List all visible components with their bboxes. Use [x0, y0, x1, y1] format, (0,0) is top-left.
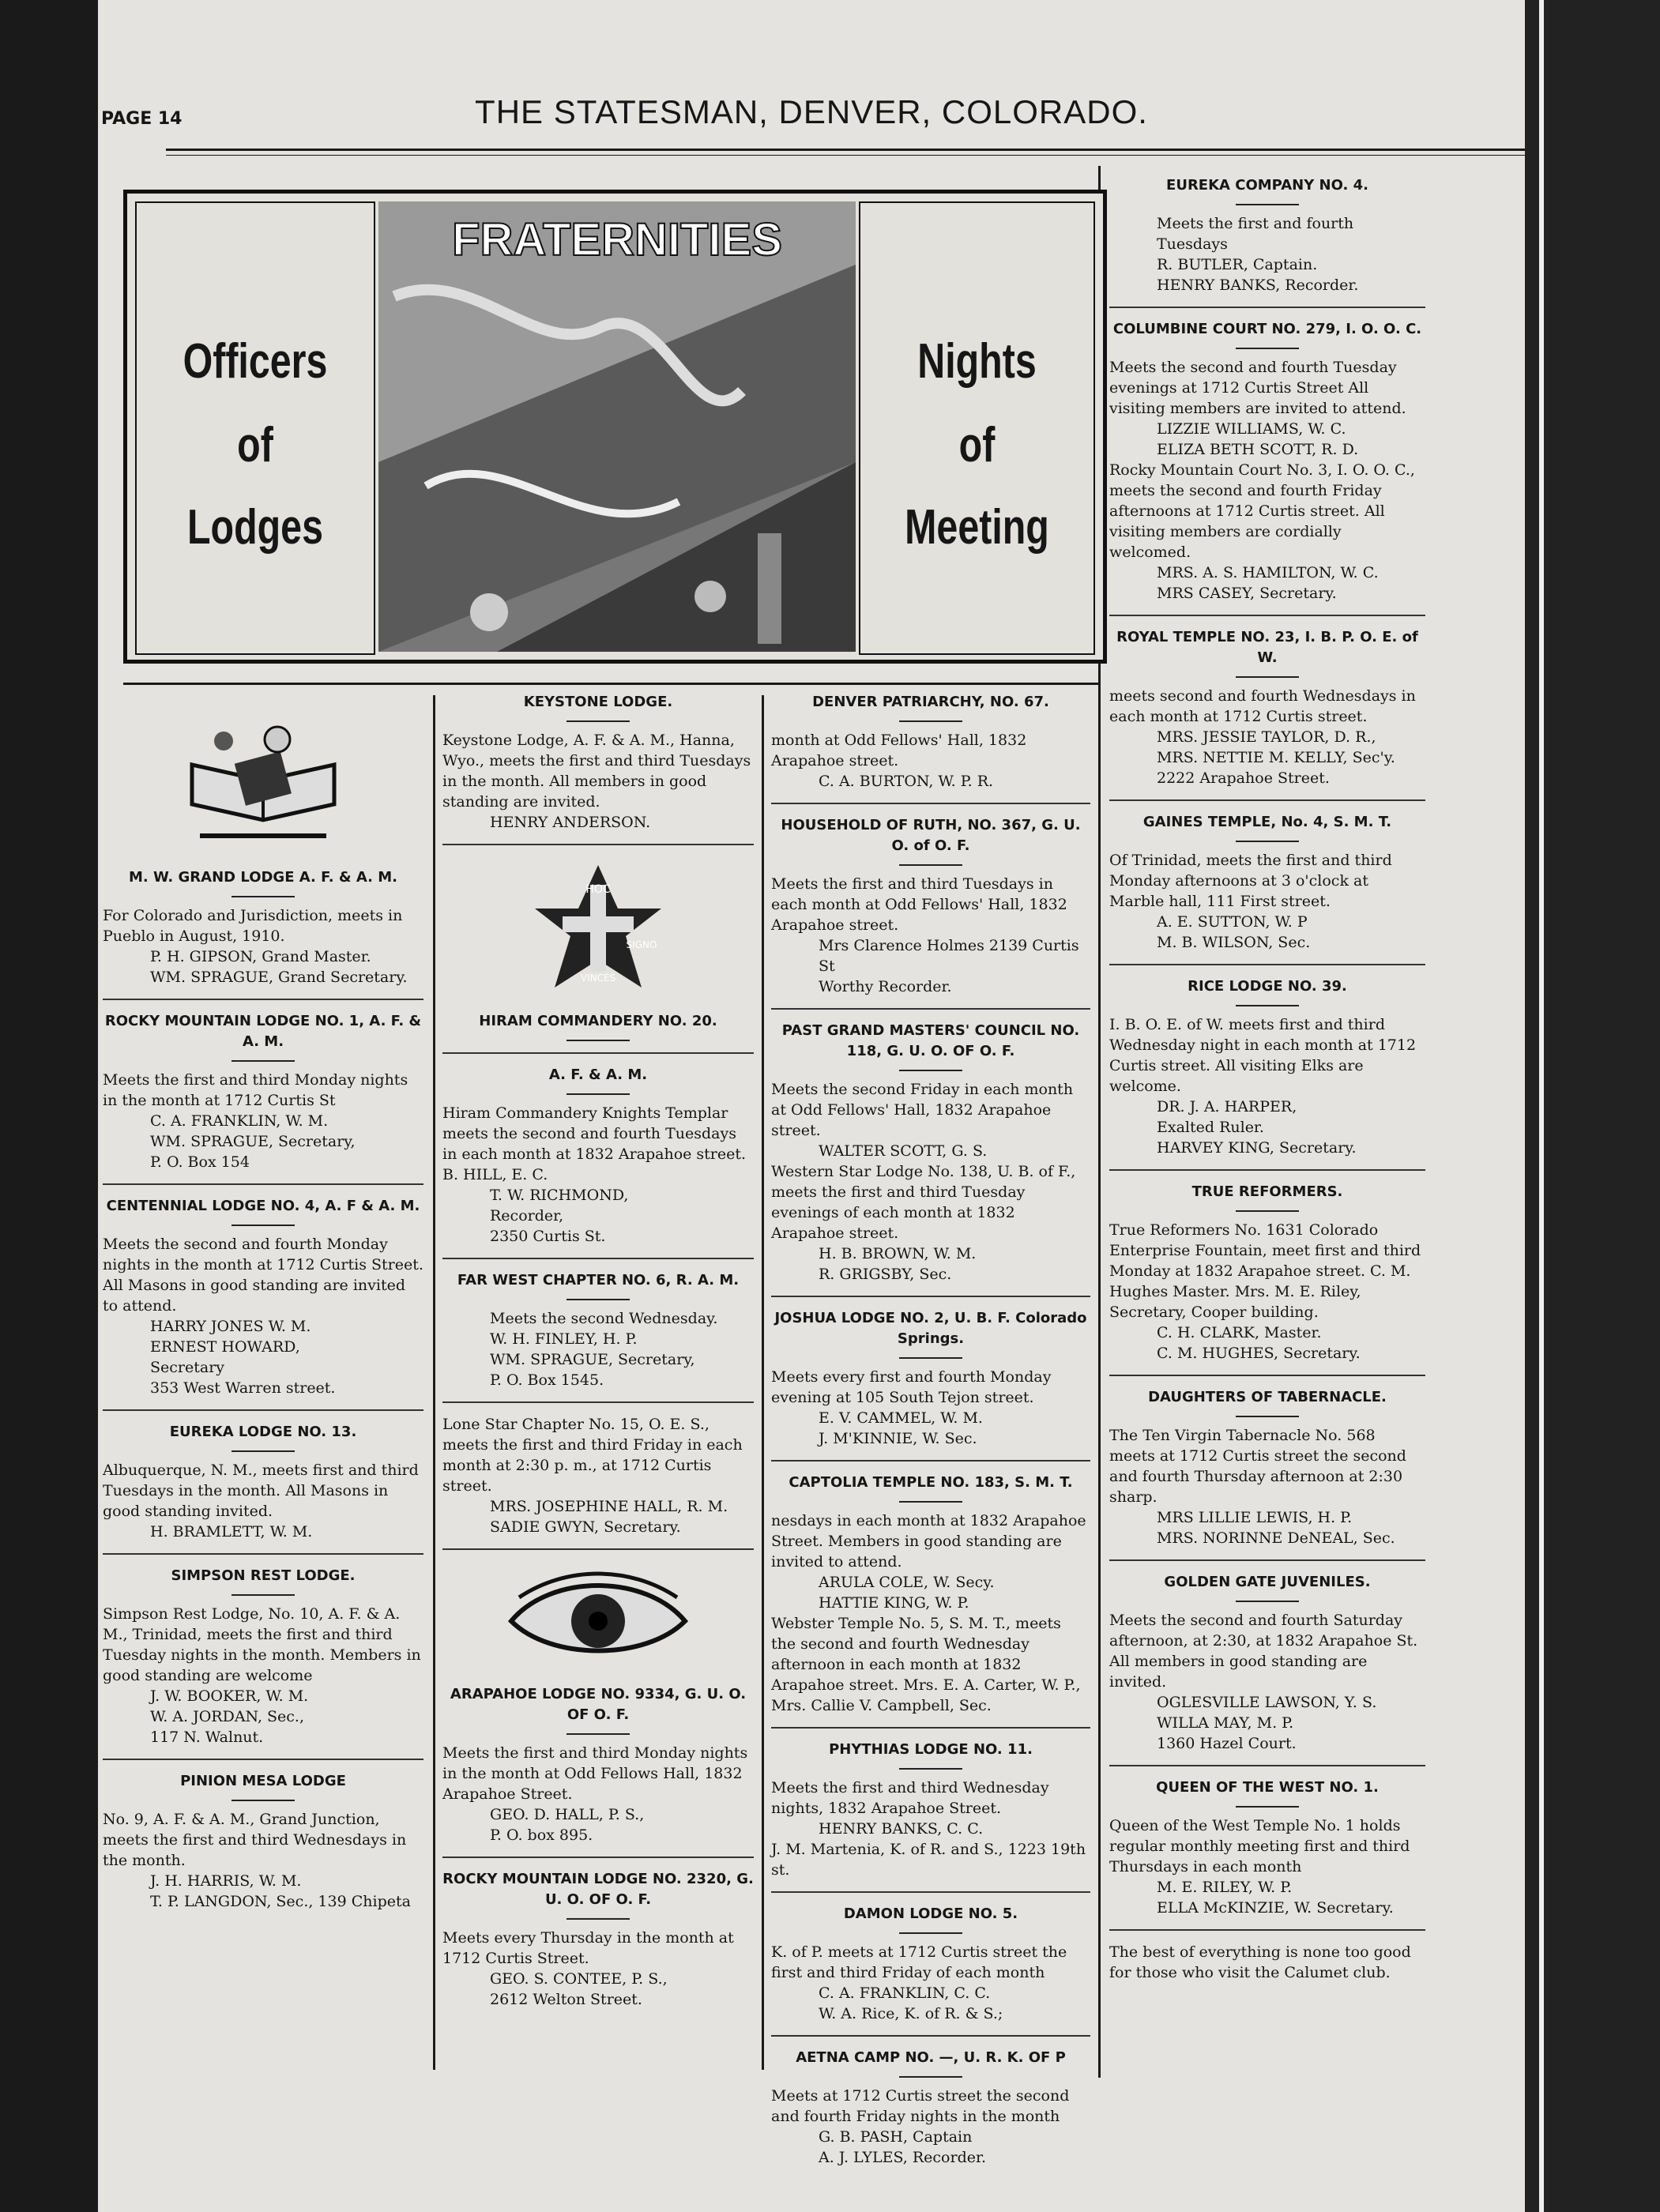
lodge-text-line: Meets the second Friday in each month at Odd Fellows' Hall, 1832 Arapahoe street. — [771, 1081, 1074, 1139]
heading-underline — [1236, 1806, 1299, 1808]
lodge-text-line: P. O. Box 1545. — [490, 1371, 604, 1389]
banner-left-panel — [135, 201, 375, 655]
section-separator — [103, 1553, 423, 1555]
lodge-text-line: T. W. RICHMOND, — [490, 1187, 629, 1204]
lodge-text-line: 117 N. Walnut. — [150, 1729, 264, 1746]
lodge-text-line: Meets the first and third Monday nights in the month at Odd Fellows Hall, 1832 Arapahoe Street. — [442, 1744, 748, 1803]
heading-underline — [899, 1070, 962, 1071]
heading-underline — [899, 720, 962, 722]
lodge-text-line: MRS CASEY, Secretary. — [1157, 585, 1337, 602]
section-separator — [103, 1183, 423, 1185]
lodge-text-line: 2350 Curtis St. — [490, 1228, 606, 1245]
lodge-text-line: J. M'KINNIE, W. Sec. — [819, 1430, 977, 1447]
heading-underline — [567, 1299, 630, 1300]
header-rule — [166, 149, 1525, 151]
banner-rule — [123, 683, 1098, 685]
lodge-text-line: HATTIE KING, W. P. — [819, 1594, 969, 1612]
section-separator — [442, 1401, 754, 1403]
section-separator — [771, 803, 1090, 804]
lodge-text-line: Queen of the West Temple No. 1 holds regular monthly meeting first and third Thursdays in each month — [1109, 1817, 1410, 1875]
lodge-text-line: W. H. FINLEY, H. P. — [490, 1330, 638, 1348]
lodge-text-line: WM. SPRAGUE, Grand Secretary. — [150, 969, 408, 986]
section-separator — [771, 2035, 1090, 2037]
section-separator — [1109, 615, 1425, 616]
lodge-text-line: WM. SPRAGUE, Secretary, — [150, 1133, 356, 1150]
lodge-text-line: Meets the first and third Monday nights in the month at 1712 Curtis St — [103, 1071, 408, 1109]
lodge-heading: KEYSTONE LODGE. — [523, 694, 673, 710]
heading-underline — [567, 1918, 630, 1920]
lodge-heading: A. F. & A. M. — [548, 1066, 648, 1083]
lodge-text-line: W. A. JORDAN, Sec., — [150, 1708, 305, 1725]
heading-underline — [567, 1733, 630, 1735]
lodge-heading: PAST GRAND MASTERS' COUNCIL NO. 118, G. U. O. OF O. F. — [781, 1022, 1080, 1059]
heading-underline — [231, 1800, 295, 1801]
lodge-text-line: Keystone Lodge, A. F. & A. M., Hanna, Wyo., meets the first and third Tuesdays in the month. All members in good standing are invited. — [442, 732, 751, 811]
banner-word-officers: Officers — [183, 334, 328, 389]
lodge-heading: EUREKA LODGE NO. 13. — [169, 1424, 357, 1440]
section-separator — [1109, 1375, 1425, 1376]
heading-underline — [1236, 1005, 1299, 1006]
lodge-text-line: Recorder, — [490, 1207, 564, 1224]
lodge-text-line: Western Star Lodge No. 138, U. B. of F., meets the first and third Tuesday evenings of each month at 1832 Arapahoe street. — [771, 1163, 1076, 1242]
section-separator — [1109, 307, 1425, 308]
lodge-heading: ROCKY MOUNTAIN LODGE NO. 1, A. F. & A. M. — [104, 1013, 422, 1050]
lodge-heading: PHYTHIAS LODGE NO. 11. — [829, 1741, 1033, 1758]
banner-word-of-right: of — [958, 418, 996, 472]
lodge-text-line: HARRY JONES W. M. — [150, 1318, 311, 1335]
lodge-text-line: P. O. box 895. — [490, 1826, 593, 1844]
lodge-text-line: 1360 Hazel Court. — [1157, 1735, 1297, 1752]
column-4 — [1109, 175, 1425, 1983]
banner-word-of-left: of — [237, 418, 273, 472]
lodge-text-line: MRS. NETTIE M. KELLY, Sec'y. — [1157, 749, 1395, 766]
lodge-text-line: ARULA COLE, W. Secy. — [819, 1574, 995, 1591]
motto-hoc: HOC — [585, 883, 611, 896]
heading-underline — [899, 1357, 962, 1359]
header-rule-thin — [166, 155, 1525, 156]
section-separator — [1109, 1559, 1425, 1561]
lodge-text-line: ELIZA BETH SCOTT, R. D. — [1157, 441, 1359, 458]
fraternities-banner — [123, 190, 1107, 664]
scan-border-right — [1525, 0, 1660, 2212]
lodge-text-line: Secretary — [150, 1359, 225, 1376]
lodge-text-line: No. 9, A. F. & A. M., Grand Junction, meets the first and third Wednesdays in the month. — [103, 1811, 407, 1869]
lodge-heading: M. W. GRAND LODGE A. F. & A. M. — [129, 869, 397, 886]
lodge-text-line: HENRY ANDERSON. — [490, 814, 651, 831]
lodge-text-line: R. GRIGSBY, Sec. — [819, 1266, 952, 1283]
lodge-text-line: OGLESVILLE LAWSON, Y. S. — [1157, 1694, 1377, 1711]
lodge-text-line: Meets the second and fourth Saturday afternoon, at 2:30, at 1832 Arapahoe St. All members in good standing are invited. — [1109, 1612, 1418, 1691]
lodge-text-line: Meets at 1712 Curtis street the second and fourth Friday nights in the month — [771, 2087, 1070, 2125]
column-divider-1 — [433, 695, 435, 2070]
banner-right-panel — [859, 201, 1095, 655]
lodge-text-line: HENRY BANKS, C. C. — [819, 1820, 984, 1838]
heading-underline — [899, 2076, 962, 2078]
lodge-text-line: meets second and fourth Wednesdays in each month at 1712 Curtis street. — [1109, 687, 1416, 725]
heading-underline — [231, 1224, 295, 1226]
lodge-heading: GOLDEN GATE JUVENILES. — [1164, 1574, 1371, 1590]
lodge-text-line: M. B. WILSON, Sec. — [1157, 934, 1311, 951]
lodge-text-line: Webster Temple No. 5, S. M. T., meets the second and fourth Wednesday afternoon in each month at 1832 Arapahoe street. Mrs. E. A. Carter, W. P., Mrs. Callie V. Campbell, Sec. — [771, 1615, 1081, 1714]
section-separator — [1109, 1169, 1425, 1171]
section-separator — [771, 1727, 1090, 1729]
lodge-heading: QUEEN OF THE WEST NO. 1. — [1156, 1779, 1379, 1796]
heading-underline — [899, 1501, 962, 1503]
heading-underline — [1236, 1601, 1299, 1602]
lodge-heading: HIRAM COMMANDERY NO. 20. — [479, 1013, 717, 1029]
lodge-text-line: For Colorado and Jurisdiction, meets in Pueblo in August, 1910. — [103, 907, 403, 945]
lodge-text-line: ELLA McKINZIE, W. Secretary. — [1157, 1899, 1394, 1917]
lodge-text-line: Exalted Ruler. — [1157, 1119, 1264, 1136]
lodge-text-line: month at Odd Fellows' Hall, 1832 Arapahoe street. — [771, 732, 1027, 769]
lodge-text-line: Meets every Thursday in the month at 1712 Curtis Street. — [442, 1929, 734, 1967]
page-number: PAGE 14 — [101, 109, 183, 129]
lodge-heading: ARAPAHOE LODGE NO. 9334, G. U. O. OF O. F. — [450, 1686, 747, 1723]
heading-underline — [567, 1040, 630, 1041]
lodge-text-line: 2222 Arapahoe Street. — [1157, 769, 1330, 787]
lodge-text-line: H. B. BROWN, W. M. — [819, 1245, 977, 1262]
heading-underline — [1236, 1210, 1299, 1212]
heading-underline — [231, 896, 295, 897]
lodge-text-line: M. E. RILEY, W. P. — [1157, 1879, 1293, 1896]
heading-underline — [1236, 348, 1299, 349]
section-separator — [771, 1891, 1090, 1893]
lodge-text-line: K. of P. meets at 1712 Curtis street the first and third Friday of each month — [771, 1943, 1067, 1981]
lodge-text-line: J. H. HARRIS, W. M. — [150, 1872, 302, 1890]
page-header — [98, 93, 1525, 149]
lodge-text-line: Hiram Commandery Knights Templar meets the second and fourth Tuesdays in each month at 1832 Arapahoe street. B. HILL, E. C. — [442, 1104, 747, 1183]
lodge-text-line: P. H. GIPSON, Grand Master. — [150, 948, 371, 965]
lodge-text-line: Worthy Recorder. — [819, 978, 952, 995]
banner-word-lodges: Lodges — [187, 500, 323, 555]
section-separator — [442, 1258, 754, 1259]
lodge-text-line: Of Trinidad, meets the first and third Monday afternoons at 3 o'clock at Marble hall, 111 First street. — [1109, 852, 1392, 910]
heading-underline — [567, 720, 630, 722]
lodge-text-line: DR. J. A. HARPER, — [1157, 1098, 1297, 1115]
lodge-text-line: MRS LILLIE LEWIS, H. P. — [1157, 1509, 1353, 1526]
lodge-text-line: C. M. HUGHES, Secretary. — [1157, 1345, 1361, 1362]
masthead: THE STATESMAN, DENVER, COLORADO. — [475, 93, 1148, 130]
lodge-heading: TRUE REFORMERS. — [1191, 1183, 1343, 1200]
lodge-heading: EUREKA COMPANY NO. 4. — [1166, 177, 1368, 194]
lodge-heading: ROYAL TEMPLE NO. 23, I. B. P. O. E. of W. — [1116, 629, 1418, 666]
lodge-text-line: WM. SPRAGUE, Secretary, — [490, 1351, 695, 1368]
lodge-text-line: C. A. BURTON, W. P. R. — [819, 773, 994, 790]
section-separator — [103, 1759, 423, 1760]
lodge-heading: CAPTOLIA TEMPLE NO. 183, S. M. T. — [789, 1474, 1073, 1491]
newspaper-page — [98, 0, 1525, 2212]
lodge-heading: COLUMBINE COURT NO. 279, I. O. O. C. — [1112, 321, 1422, 337]
lodge-text-line: Meets the second and fourth Monday nights in the month at 1712 Curtis Street. All Masons in good standing are invited to attend. — [103, 1236, 423, 1315]
banner-illustration — [378, 201, 856, 652]
lodge-text-line: HARVEY KING, Secretary. — [1157, 1139, 1357, 1157]
lodge-text-line: E. V. CAMMEL, W. M. — [819, 1409, 983, 1427]
section-separator — [442, 844, 754, 845]
lodge-heading: RICE LODGE NO. 39. — [1188, 978, 1347, 995]
lodge-heading: DAUGHTERS OF TABERNACLE. — [1148, 1389, 1387, 1405]
lodge-text-line: C. A. FRANKLIN, W. M. — [150, 1112, 329, 1130]
banner-word-nights: Nights — [917, 334, 1037, 389]
scan-edge-line — [1539, 0, 1544, 2212]
lodge-text-line: A. E. SUTTON, W. P — [1157, 913, 1308, 931]
lodge-heading: DAMON LODGE NO. 5. — [843, 1905, 1018, 1922]
lodge-text-line: Rocky Mountain Court No. 3, I. O. O. C., meets the second and fourth Friday afternoons at 1712 Curtis street. All visiting members are cordially welcomed. — [1109, 461, 1415, 561]
section-separator — [442, 1052, 754, 1054]
lodge-text-line: Meets the second and fourth Tuesday evenings at 1712 Curtis Street All visiting members are invited to attend. — [1109, 359, 1406, 417]
lodge-text-line: The best of everything is none too good for those who visit the Calumet club. — [1109, 1943, 1411, 1981]
lodge-text-line: J. M. Martenia, K. of R. and S., 1223 19th st. — [771, 1841, 1086, 1879]
lodge-text-line: True Reformers No. 1631 Colorado Enterprise Fountain, meet first and third Monday at 1832 Arapahoe street. C. M. Hughes Master. Mrs. M. E. Riley, Secretary, Cooper building. — [1109, 1221, 1421, 1321]
lodge-heading: AETNA CAMP NO. —, U. R. K. OF P — [796, 2049, 1066, 2066]
lodge-text-line: Meets every first and fourth Monday evening at 105 South Tejon street. — [771, 1368, 1052, 1406]
lodge-text-line: GEO. D. HALL, P. S., — [490, 1806, 645, 1823]
motto-vinces: VINCES — [580, 972, 616, 984]
lodge-text-line: 353 West Warren street. — [150, 1379, 336, 1397]
heading-underline — [1236, 841, 1299, 842]
column-3 — [771, 692, 1090, 2168]
lodge-text-line: J. W. BOOKER, W. M. — [150, 1687, 309, 1705]
heading-underline — [899, 864, 962, 866]
heading-underline — [899, 1932, 962, 1934]
section-separator — [1109, 799, 1425, 801]
banner-word-meeting: Meeting — [905, 500, 1049, 555]
knights-templar-cross-emblem — [531, 861, 665, 995]
masonic-book-emblem — [184, 717, 342, 852]
lodge-heading: PINION MESA LODGE — [180, 1773, 346, 1789]
heading-underline — [1236, 204, 1299, 205]
heading-underline — [899, 1768, 962, 1770]
lodge-text-line: W. A. Rice, K. of R. & S.; — [819, 2005, 1003, 2022]
banner-title: FRATERNITIES — [452, 214, 782, 265]
lodge-text-line: SADIE GWYN, Secretary. — [490, 1518, 681, 1536]
lodge-text-line: LIZZIE WILLIAMS, W. C. — [1157, 420, 1346, 438]
lodge-text-line: Meets the first and third Wednesday nights, 1832 Arapahoe Street. — [771, 1779, 1049, 1817]
lodge-text-line: HENRY BANKS, Recorder. — [1157, 276, 1359, 294]
motto-signo: SIGNO — [626, 939, 657, 950]
lodge-text-line: I. B. O. E. of W. meets first and third Wednesday night in each month at 1712 Curtis street. All visiting Elks are welcome. — [1109, 1016, 1417, 1095]
lodge-text-line: C. A. FRANKLIN, C. C. — [819, 1984, 991, 2002]
lodge-text-line: MRS. A. S. HAMILTON, W. C. — [1157, 564, 1379, 581]
lodge-text-line: Simpson Rest Lodge, No. 10, A. F. & A. M., Trinidad, meets the first and third Tuesday nights in the month. Members in good standing are welcome — [103, 1605, 421, 1684]
lodge-text-line: C. H. CLARK, Master. — [1157, 1324, 1322, 1341]
section-separator — [442, 1856, 754, 1858]
lodge-text-line: Meets the first and third Tuesdays in each month at Odd Fellows' Hall, 1832 Arapahoe street. — [771, 875, 1067, 934]
section-separator — [103, 1409, 423, 1411]
all-seeing-eye-emblem — [503, 1566, 693, 1668]
lodge-text-line: 2612 Welton Street. — [490, 1991, 642, 2008]
lodge-text-line: nesdays in each month at 1832 Arapahoe Street. Members in good standing are invited to attend. — [771, 1512, 1086, 1571]
lodge-heading: JOSHUA LODGE NO. 2, U. B. F. Colorado Springs. — [774, 1310, 1087, 1347]
lodge-text-line: ERNEST HOWARD, — [150, 1338, 300, 1356]
lodge-text-line: H. BRAMLETT, W. M. — [150, 1523, 313, 1540]
lodge-text-line: A. J. LYLES, Recorder. — [819, 2149, 987, 2166]
section-separator — [1109, 1929, 1425, 1931]
section-separator — [771, 1296, 1090, 1297]
lodge-heading: HOUSEHOLD OF RUTH, NO. 367, G. U. O. of O. F. — [781, 817, 1081, 854]
column-1 — [103, 702, 423, 1912]
lodge-text-line: MRS. JESSIE TAYLOR, D. R., — [1157, 728, 1376, 746]
section-separator — [103, 999, 423, 1000]
lodge-text-line: MRS. JOSEPHINE HALL, R. M. — [490, 1498, 728, 1515]
heading-underline — [567, 1093, 630, 1095]
lodge-text-line: Meets the second Wednesday. — [490, 1310, 718, 1327]
lodge-heading: ROCKY MOUNTAIN LODGE NO. 2320, G. U. O. OF O. F. — [442, 1871, 754, 1908]
heading-underline — [1236, 1416, 1299, 1417]
lodge-text-line: WALTER SCOTT, G. S. — [819, 1142, 988, 1160]
lodge-text-line: Mrs Clarence Holmes 2139 Curtis St — [819, 937, 1079, 975]
banner-illustration-art — [378, 201, 856, 652]
lodge-text-line: G. B. PASH, Captain — [819, 2128, 973, 2146]
lodge-heading: DENVER PATRIARCHY, NO. 67. — [812, 694, 1049, 710]
lodge-text-line: WILLA MAY, M. P. — [1157, 1714, 1294, 1732]
section-separator — [442, 1548, 754, 1550]
section-separator — [1109, 1765, 1425, 1766]
lodge-text-line: Albuquerque, N. M., meets first and third Tuesdays in the month. All Masons in good standing invited. — [103, 1462, 419, 1520]
heading-underline — [1236, 676, 1299, 678]
section-separator — [771, 1008, 1090, 1010]
lodge-heading: CENTENNIAL LODGE NO. 4, A. F & A. M. — [106, 1198, 420, 1214]
lodge-text-line: Lone Star Chapter No. 15, O. E. S., meets the first and third Friday in each month at 2:30 p. m., at 1712 Curtis street. — [442, 1416, 743, 1495]
lodge-heading: SIMPSON REST LODGE. — [171, 1567, 356, 1584]
lodge-text-line: GEO. S. CONTEE, P. S., — [490, 1970, 668, 1988]
lodge-heading: GAINES TEMPLE, No. 4, S. M. T. — [1142, 814, 1392, 830]
heading-underline — [231, 1594, 295, 1596]
lodge-text-line: R. BUTLER, Captain. — [1157, 256, 1318, 273]
lodge-text-line: P. O. Box 154 — [150, 1153, 250, 1171]
heading-underline — [231, 1450, 295, 1452]
lodge-text-line: The Ten Virgin Tabernacle No. 568 meets at 1712 Curtis street the second and fourth Thursday afternoon at 2:30 sharp. — [1109, 1427, 1406, 1506]
heading-underline — [231, 1060, 295, 1062]
lodge-text-line: T. P. LANGDON, Sec., 139 Chipeta — [150, 1893, 411, 1910]
lodge-text-line: MRS. NORINNE DeNEAL, Sec. — [1157, 1529, 1395, 1547]
column-divider-2 — [762, 695, 764, 2070]
section-separator — [1109, 964, 1425, 965]
column-2 — [442, 692, 754, 2010]
lodge-text-line: Meets the first and fourth Tuesdays — [1157, 215, 1354, 253]
lodge-heading: FAR WEST CHAPTER NO. 6, R. A. M. — [457, 1272, 740, 1288]
section-separator — [771, 1460, 1090, 1462]
